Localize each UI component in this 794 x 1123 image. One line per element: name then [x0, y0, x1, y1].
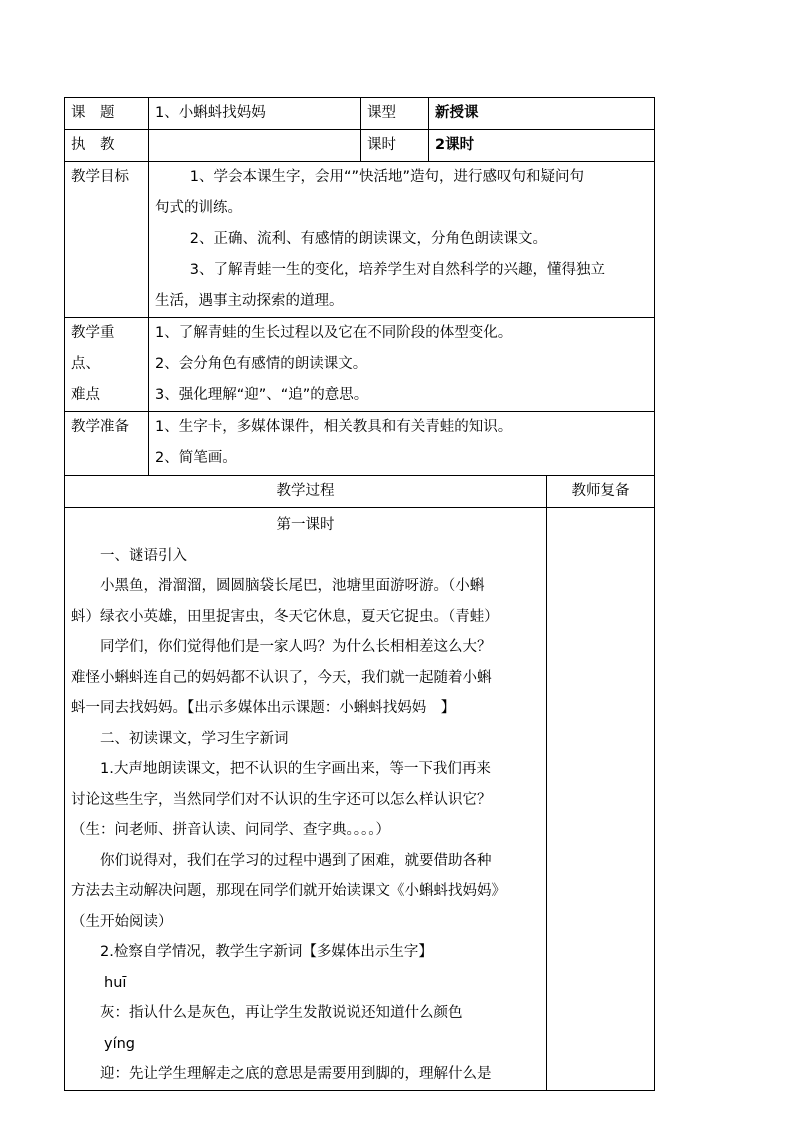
- hours-value: 2课时: [429, 130, 655, 162]
- lesson-heading: 第一课时: [276, 517, 335, 533]
- pinyin-ying: yíng: [104, 1035, 136, 1052]
- label-type: 课型: [361, 98, 429, 130]
- process-line: 1.大声地朗读课文，把不认识的生字画出来，等一下我们再来: [100, 761, 491, 777]
- label-teacher: 执 教: [65, 130, 149, 162]
- process-line: 方法去主动解决问题，那现在同学们就开始读课文《小蝌蚪找妈妈》: [71, 883, 506, 899]
- preparation-line: 1、生字卡，多媒体课件，相关教具和有关青蛙的知识。: [155, 419, 513, 435]
- notes-header: 教师复备: [547, 476, 655, 508]
- key-points-content: [149, 318, 655, 412]
- goal-line: 句式的训练。: [155, 200, 242, 216]
- lesson-type: 新授课: [429, 98, 655, 130]
- goal-line: 3、了解青蛙一生的变化，培养学生对自然科学的兴趣，懂得独立: [189, 262, 606, 278]
- process-content: [65, 508, 547, 1091]
- key-point-line: 1、了解青蛙的生长过程以及它在不同阶段的体型变化。: [155, 325, 513, 341]
- goal-line: 2、正确、流利、有感情的朗读课文，分角色朗读课文。: [189, 231, 548, 247]
- process-line: 2.检察自学情况，教学生字新词【多媒体出示生字】: [100, 944, 433, 960]
- goal-line: 生活，遇事主动探索的道理。: [155, 293, 344, 309]
- process-line: 小黑鱼，滑溜溜，圆圆脑袋长尾巴，池塘里面游呀游。（小蝌: [100, 578, 485, 594]
- process-line: 难怪小蝌蚪连自己的妈妈都不认识了，今天，我们就一起随着小蝌: [71, 669, 492, 686]
- lesson-title: 1、小蝌蚪找妈妈: [149, 98, 361, 130]
- label-key-points-line1: 教学重点、: [71, 325, 115, 372]
- row-teacher: [65, 130, 655, 162]
- label-key-points-line2: 难点: [71, 387, 100, 403]
- row-goals: [65, 162, 655, 318]
- label-title: 课 题: [65, 98, 149, 130]
- process-line: 二、初读课文，学习生字新词: [100, 730, 289, 747]
- lesson-plan-table: [64, 97, 655, 1091]
- row-preparation: [65, 412, 655, 476]
- row-process: [65, 508, 655, 1091]
- process-header: 教学过程: [65, 476, 547, 508]
- process-line: 迎：先让学生理解走之底的意思是需要用到脚的，理解什么是: [100, 1066, 492, 1082]
- label-key-points: [65, 318, 149, 412]
- label-preparation: 教学准备: [65, 412, 149, 476]
- process-line: 蚪一同去找妈妈。【出示多媒体出示课题：小蝌蚪找妈妈 】: [71, 700, 456, 716]
- preparation-content: [149, 412, 655, 476]
- goal-line: 1、学会本课生字，会用“”快活地”造句，进行感叹句和疑问句: [189, 169, 585, 185]
- preparation-line: 2、简笔画。: [155, 450, 237, 466]
- row-key-points: [65, 318, 655, 412]
- row-process-header: [65, 476, 655, 508]
- process-line: 你们说得对，我们在学习的过程中遇到了困难，就要借助各种: [100, 852, 492, 869]
- label-hours: 课时: [361, 130, 429, 162]
- process-line: （生开始阅读）: [71, 913, 173, 930]
- goals-content: [149, 162, 655, 318]
- key-point-line: 3、强化理解“迎”、“追”的意思。: [155, 387, 369, 403]
- process-line: 一、谜语引入: [100, 547, 187, 564]
- process-line: 灰：指认什么是灰色，再让学生发散说说还知道什么颜色: [100, 1005, 463, 1021]
- label-goals: 教学目标: [65, 162, 149, 318]
- process-line: 同学们，你们觉得他们是一家人吗？为什么长相相差这么大？: [100, 639, 492, 655]
- process-line: （生：问老师、拼音认读、问同学、查字典。。。。）: [71, 822, 390, 838]
- pinyin-hui: huī: [104, 974, 127, 991]
- teacher-notes-content: [547, 508, 655, 1091]
- process-line: 讨论这些生字，当然同学们对不认识的生字还可以怎么样认识它？: [71, 791, 492, 808]
- row-title: [65, 98, 655, 130]
- teacher-value: [149, 130, 361, 162]
- process-line: 蚪）绿衣小英雄，田里捉害虫，冬天它休息，夏天它捉虫。（青蛙）: [71, 608, 499, 625]
- key-point-line: 2、会分角色有感情的朗读课文。: [155, 356, 368, 372]
